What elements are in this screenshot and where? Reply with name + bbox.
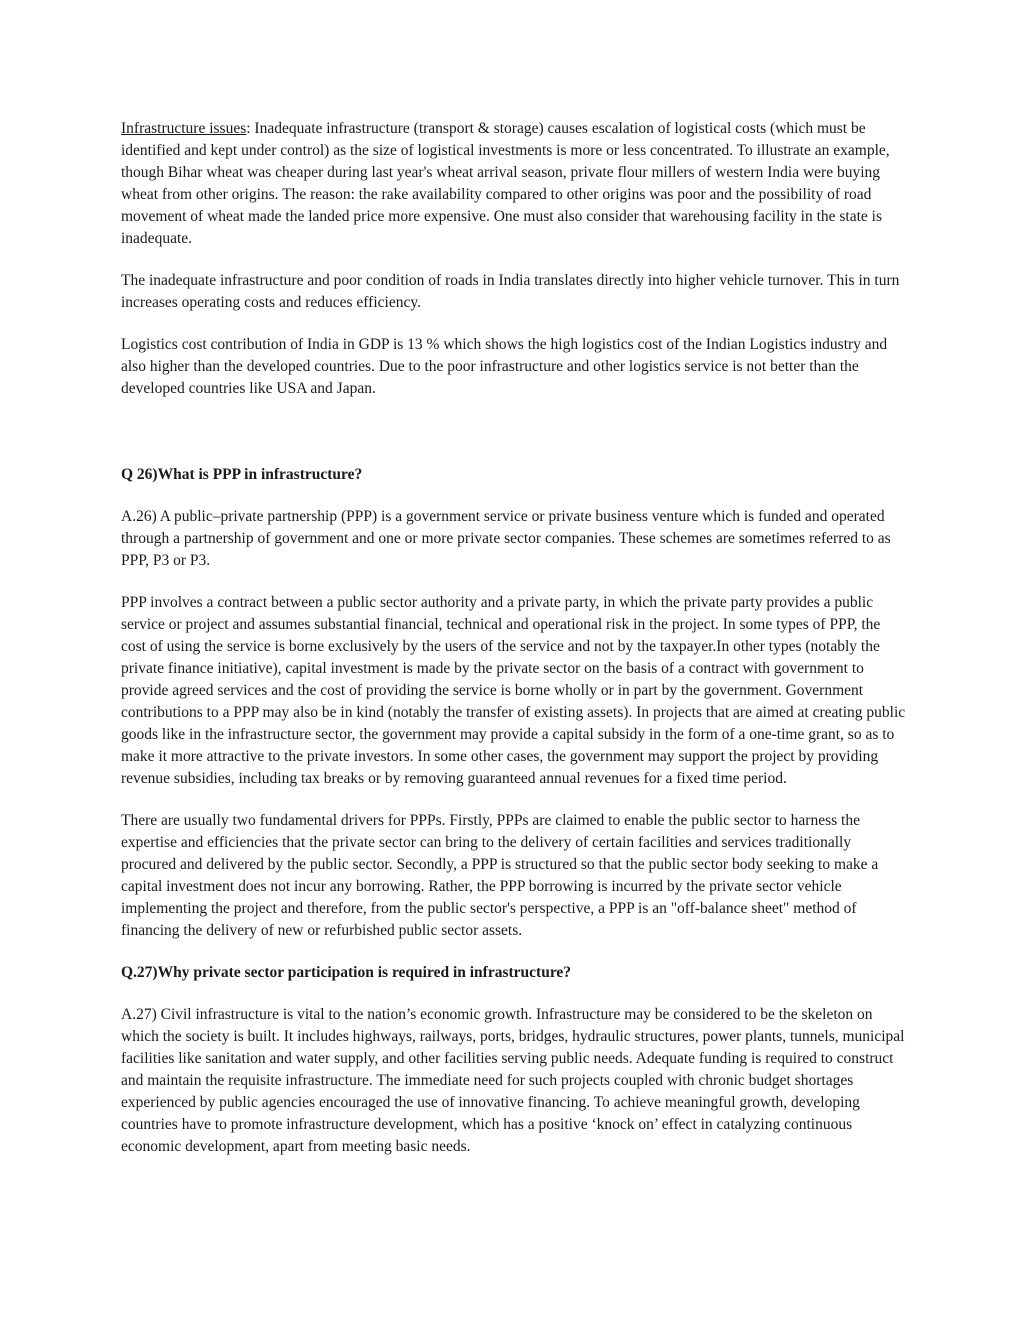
answer-26-paragraph-1: A.26) A public–private partnership (PPP) is a government service or private business venture which is funded and operated through a partnership of government and one or more private sector companies. These schemes are sometimes referred to as PPP, P3 or P3. xyxy=(121,508,891,569)
answer-27-paragraph-1: A.27) Civil infrastructure is vital to the nation’s economic growth. Infrastructure may be considered to be the skeleton on which the society is built. It includes highways, railways, ports, bridges, hydraulic structures, power plants, tunnels, municipal facilities like sanitation and water supply, and other facilities serving public needs. Adequate funding is required to construct and maintain the requisite infrastructure. The immediate need for such projects coupled with chronic budget shortages experienced by public agencies encouraged the use of innovative financing. To achieve meaningful growth, developing countries have to promote infrastructure development, which has a positive ‘knock on’ effect in catalyzing continuous economic development, apart from meeting basic needs. xyxy=(121,1006,905,1155)
document-body xyxy=(121,118,907,1178)
answer-26-paragraph-3: There are usually two fundamental drivers for PPPs. Firstly, PPPs are claimed to enable the public sector to harness the expertise and efficiencies that the private sector can bring to the delivery of certain facilities and services traditionally procured and delivered by the public sector. Secondly, a PPP is structured so that the public sector body seeking to make a capital investment does not incur any borrowing. Rather, the PPP borrowing is incurred by the private sector vehicle implementing the project and therefore, from the public sector's perspective, a PPP is an "off-balance sheet" method of financing the delivery of new or refurbished public sector assets. xyxy=(121,812,879,939)
question-27-heading: Q.27)Why private sector participation is required in infrastructure? xyxy=(121,964,572,981)
roads-paragraph: The inadequate infrastructure and poor condition of roads in India translates directly into higher vehicle turnover. This in turn increases operating costs and reduces efficiency. xyxy=(121,272,900,311)
infrastructure-issues-text: : Inadequate infrastructure (transport & storage) causes escalation of logistical costs (which must be identified and kept under control) as the size of logistical investments is more or less concentrated. To illustrate an example, though Bihar wheat was cheaper during last year's wheat arrival season, private flour millers of western India were buying wheat from other origins. The reason: the rake availability compared to other origins was poor and the possibility of road movement of wheat made the landed price more expensive. One must also consider that warehousing facility in the state is inadequate. xyxy=(121,120,890,247)
question-26-heading: Q 26)What is PPP in infrastructure? xyxy=(121,466,363,483)
infrastructure-issues-heading: Infrastructure issues xyxy=(121,120,247,137)
logistics-cost-paragraph: Logistics cost contribution of India in GDP is 13 % which shows the high logistics cost of the Indian Logistics industry and also higher than the developed countries. Due to the poor infrastructure and other logistics service is not better than the developed countries like USA and Japan. xyxy=(121,336,888,397)
answer-26-paragraph-2: PPP involves a contract between a public sector authority and a private party, in which the private party provides a public service or project and assumes substantial financial, technical and operational risk in the project. In some types of PPP, the cost of using the service is borne exclusively by the users of the service and not by the taxpayer.In other types (notably the private finance initiative), capital investment is made by the private sector on the basis of a contract with government to provide agreed services and the cost of providing the service is borne wholly or in part by the government. Government contributions to a PPP may also be in kind (notably the transfer of existing assets). In projects that are aimed at creating public goods like in the infrastructure sector, the government may provide a capital subsidy in the form of a one-time grant, so as to make it more attractive to the private investors. In some other cases, the government may support the project by providing revenue subsidies, including tax breaks or by removing guaranteed annual revenues for a fixed time period. xyxy=(121,594,906,787)
infrastructure-issues-paragraph xyxy=(121,118,907,250)
